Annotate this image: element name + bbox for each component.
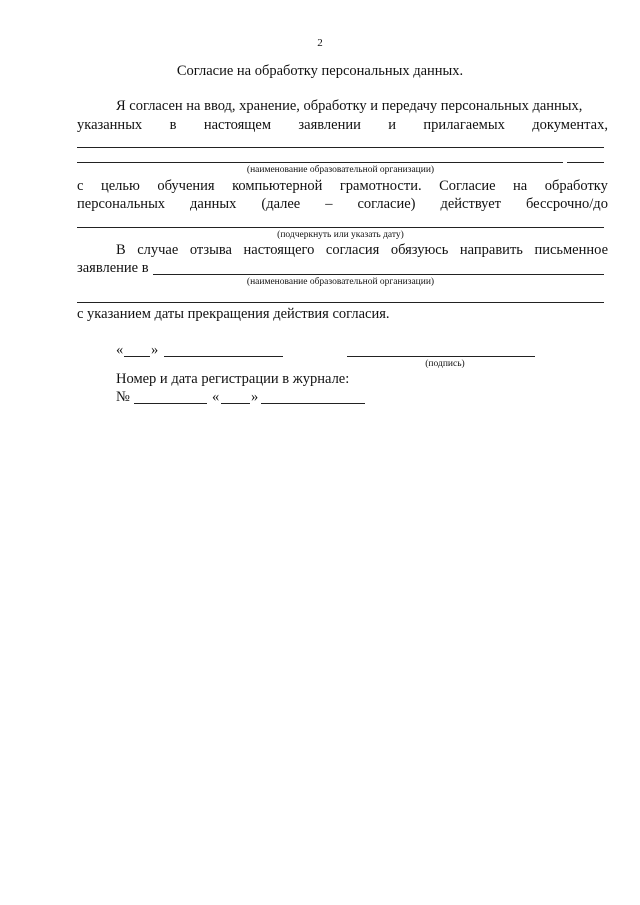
blank-line-organization-1[interactable] — [77, 147, 604, 148]
word: персональных — [77, 196, 166, 212]
para2-line1 — [77, 178, 608, 195]
caption-signature: (подпись) — [425, 359, 465, 369]
word: грамотности. — [339, 178, 422, 194]
blank-line-organization-2[interactable] — [77, 162, 563, 163]
word: указанных — [77, 117, 143, 133]
registration-label: Номер и дата регистрации в журнале: — [116, 371, 350, 387]
page-number: 2 — [317, 37, 323, 49]
word: действует — [440, 196, 502, 212]
word: направить — [459, 242, 523, 258]
registration-date-close-quote: » — [251, 389, 259, 405]
registration-month-year-blank[interactable] — [261, 403, 365, 404]
word: бессрочно/до — [526, 196, 608, 212]
blank-line-organization-3[interactable] — [567, 162, 604, 163]
word: обязуюсь — [390, 242, 449, 258]
word: в — [169, 117, 177, 133]
word: прилагаемых — [423, 117, 505, 133]
signature-date-open-quote: « — [116, 342, 124, 358]
signature-date-close-quote: » — [151, 342, 159, 358]
registration-number-sign: № — [116, 389, 130, 405]
caption-date: (подчеркнуть или указать дату) — [277, 230, 404, 240]
blank-line-organization-revoke-2[interactable] — [77, 302, 604, 303]
word: данных — [190, 196, 237, 212]
signature-day-blank[interactable] — [124, 356, 150, 357]
signature-month-year-blank[interactable] — [164, 356, 283, 357]
word: компьютерной — [232, 178, 323, 194]
registration-date-open-quote: « — [212, 389, 220, 405]
registration-day-blank[interactable] — [221, 403, 250, 404]
word: заявлении — [298, 117, 361, 133]
word: согласия — [325, 242, 380, 258]
word: Согласие — [439, 178, 496, 194]
word: согласие) — [357, 196, 416, 212]
word: обучения — [157, 178, 215, 194]
word: с — [77, 178, 84, 194]
para3-line2-prefix: заявление в — [77, 260, 149, 276]
word: В — [116, 242, 126, 258]
word: обработку — [544, 178, 608, 194]
word: настоящем — [203, 117, 272, 133]
word: отзыва — [189, 242, 232, 258]
para3-closing: с указанием даты прекращения действия согласия. — [77, 306, 390, 322]
para1-line1: Я согласен на ввод, хранение, обработку и передачу персональных данных, — [116, 98, 583, 114]
para2-line2 — [77, 196, 608, 213]
word: документах, — [532, 117, 608, 133]
registration-number-blank[interactable] — [134, 403, 207, 404]
signature-blank[interactable] — [347, 356, 535, 357]
blank-line-date[interactable] — [77, 227, 604, 228]
caption-organization-name: (наименование образовательной организации) — [246, 165, 435, 175]
word: случае — [137, 242, 179, 258]
word: письменное — [534, 242, 608, 258]
word: (далее — [261, 196, 301, 212]
para1-line2 — [77, 117, 608, 134]
document-title: Согласие на обработку персональных данных. — [176, 63, 464, 79]
word: целью — [100, 178, 140, 194]
word: – — [325, 196, 333, 212]
para3-line1 — [116, 242, 608, 259]
word: настоящего — [243, 242, 315, 258]
word: и — [388, 117, 397, 133]
blank-line-organization-revoke[interactable] — [153, 274, 604, 275]
word: на — [513, 178, 528, 194]
caption-organization-name-2: (наименование образовательной организации) — [246, 277, 435, 287]
